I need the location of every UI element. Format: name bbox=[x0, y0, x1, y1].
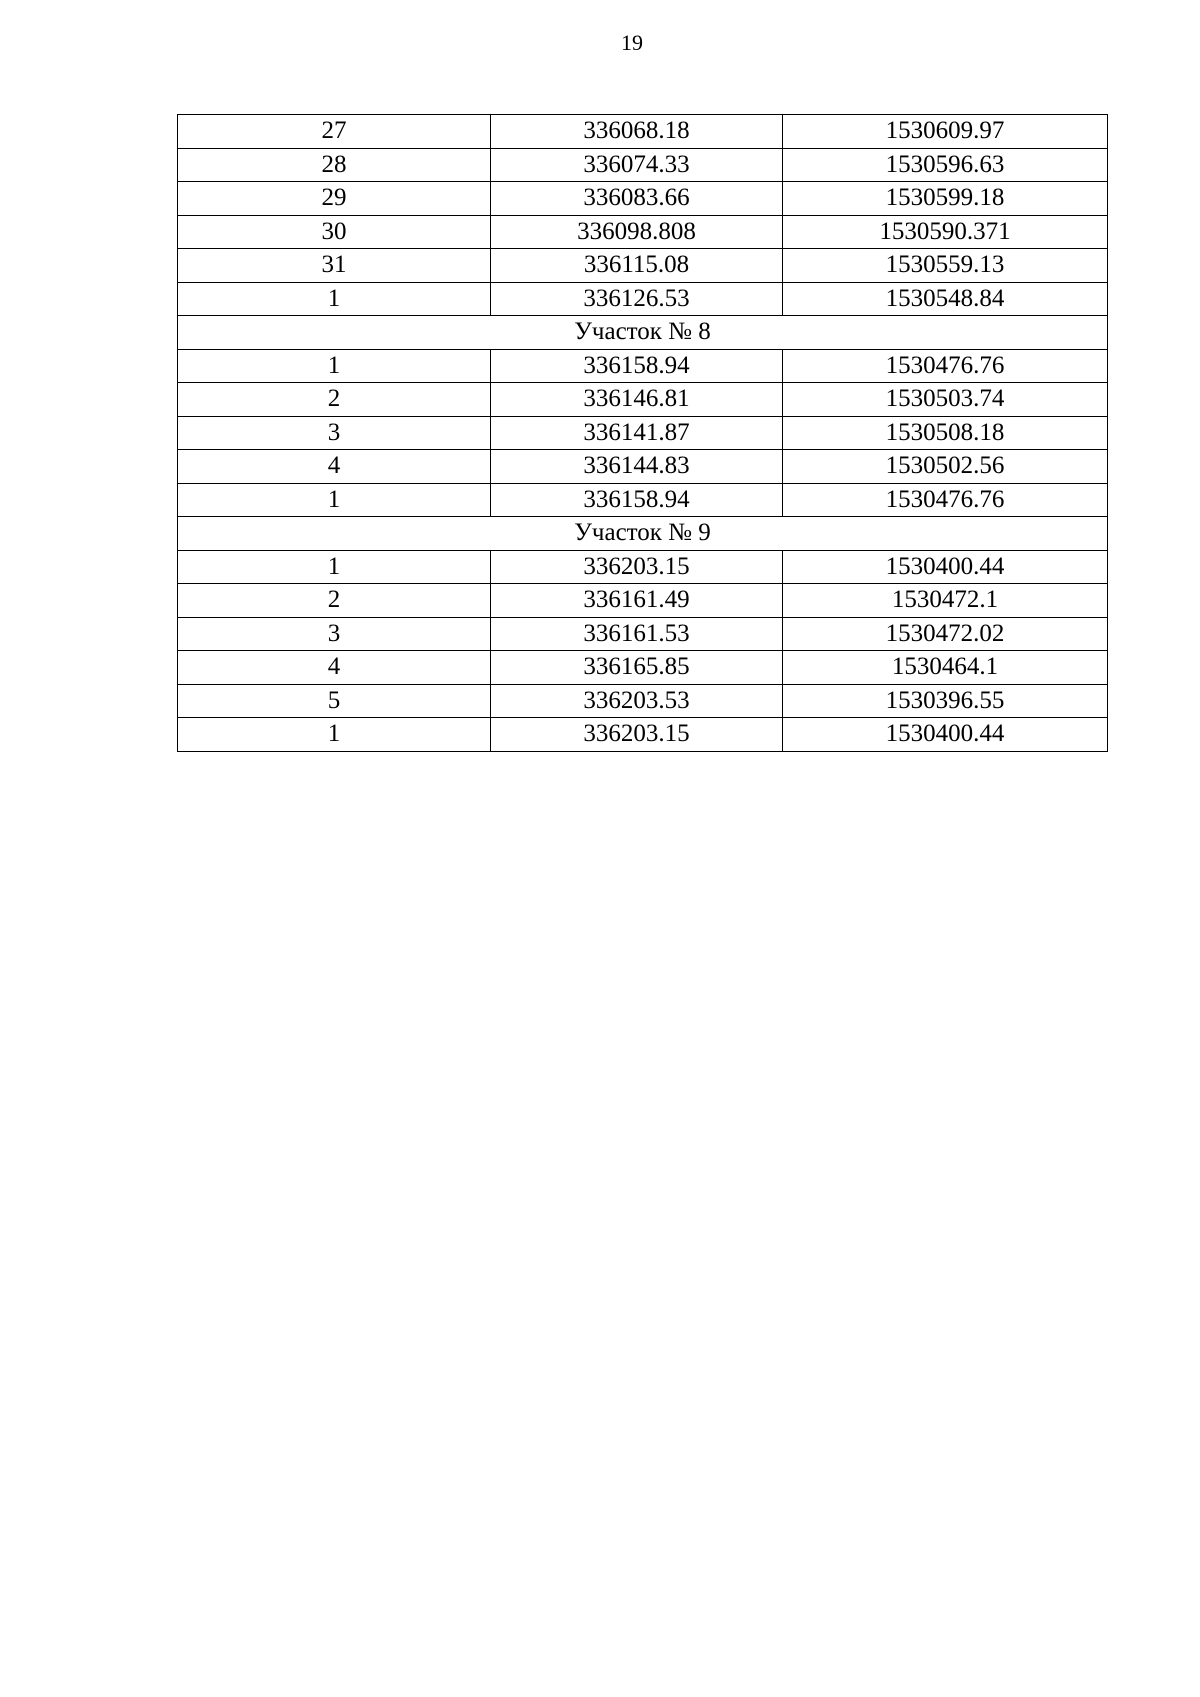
x-coordinate-cell: 336083.66 bbox=[491, 182, 783, 216]
coordinates-table bbox=[177, 114, 1108, 752]
x-coordinate-cell: 336146.81 bbox=[491, 383, 783, 417]
x-coordinate-cell: 336203.15 bbox=[491, 550, 783, 584]
table-row bbox=[178, 115, 1108, 149]
point-number-cell: 1 bbox=[178, 718, 491, 752]
table-row bbox=[178, 684, 1108, 718]
point-number-cell: 2 bbox=[178, 383, 491, 417]
point-number-cell: 29 bbox=[178, 182, 491, 216]
y-coordinate-cell: 1530396.55 bbox=[783, 684, 1108, 718]
point-number-cell: 28 bbox=[178, 148, 491, 182]
section-heading-row bbox=[178, 316, 1108, 350]
table-row bbox=[178, 383, 1108, 417]
table-row bbox=[178, 483, 1108, 517]
y-coordinate-cell: 1530502.56 bbox=[783, 450, 1108, 484]
x-coordinate-cell: 336203.53 bbox=[491, 684, 783, 718]
point-number-cell: 4 bbox=[178, 651, 491, 685]
point-number-cell: 1 bbox=[178, 349, 491, 383]
table-row bbox=[178, 148, 1108, 182]
y-coordinate-cell: 1530472.02 bbox=[783, 617, 1108, 651]
point-number-cell: 31 bbox=[178, 249, 491, 283]
y-coordinate-cell: 1530476.76 bbox=[783, 483, 1108, 517]
y-coordinate-cell: 1530548.84 bbox=[783, 282, 1108, 316]
y-coordinate-cell: 1530464.1 bbox=[783, 651, 1108, 685]
table-row bbox=[178, 282, 1108, 316]
point-number-cell: 3 bbox=[178, 416, 491, 450]
y-coordinate-cell: 1530596.63 bbox=[783, 148, 1108, 182]
table-row bbox=[178, 182, 1108, 216]
page-number: 19 bbox=[621, 30, 643, 55]
x-coordinate-cell: 336126.53 bbox=[491, 282, 783, 316]
table-row bbox=[178, 550, 1108, 584]
point-number-cell: 30 bbox=[178, 215, 491, 249]
table-row bbox=[178, 718, 1108, 752]
x-coordinate-cell: 336161.49 bbox=[491, 584, 783, 618]
section-heading: Участок № 8 bbox=[178, 316, 1108, 350]
x-coordinate-cell: 336161.53 bbox=[491, 617, 783, 651]
point-number-cell: 1 bbox=[178, 550, 491, 584]
y-coordinate-cell: 1530559.13 bbox=[783, 249, 1108, 283]
point-number-cell: 27 bbox=[178, 115, 491, 149]
table-row bbox=[178, 416, 1108, 450]
table-row bbox=[178, 584, 1108, 618]
table-row bbox=[178, 651, 1108, 685]
x-coordinate-cell: 336115.08 bbox=[491, 249, 783, 283]
y-coordinate-cell: 1530400.44 bbox=[783, 550, 1108, 584]
x-coordinate-cell: 336068.18 bbox=[491, 115, 783, 149]
x-coordinate-cell: 336165.85 bbox=[491, 651, 783, 685]
table-row bbox=[178, 215, 1108, 249]
x-coordinate-cell: 336074.33 bbox=[491, 148, 783, 182]
table-row bbox=[178, 617, 1108, 651]
x-coordinate-cell: 336141.87 bbox=[491, 416, 783, 450]
y-coordinate-cell: 1530609.97 bbox=[783, 115, 1108, 149]
section-heading-row bbox=[178, 517, 1108, 551]
point-number-cell: 4 bbox=[178, 450, 491, 484]
x-coordinate-cell: 336098.808 bbox=[491, 215, 783, 249]
point-number-cell: 1 bbox=[178, 483, 491, 517]
table-row bbox=[178, 450, 1108, 484]
y-coordinate-cell: 1530400.44 bbox=[783, 718, 1108, 752]
table-row bbox=[178, 249, 1108, 283]
y-coordinate-cell: 1530472.1 bbox=[783, 584, 1108, 618]
y-coordinate-cell: 1530508.18 bbox=[783, 416, 1108, 450]
y-coordinate-cell: 1530503.74 bbox=[783, 383, 1108, 417]
point-number-cell: 5 bbox=[178, 684, 491, 718]
y-coordinate-cell: 1530599.18 bbox=[783, 182, 1108, 216]
table-row bbox=[178, 349, 1108, 383]
section-heading: Участок № 9 bbox=[178, 517, 1108, 551]
y-coordinate-cell: 1530476.76 bbox=[783, 349, 1108, 383]
point-number-cell: 1 bbox=[178, 282, 491, 316]
x-coordinate-cell: 336158.94 bbox=[491, 483, 783, 517]
point-number-cell: 3 bbox=[178, 617, 491, 651]
x-coordinate-cell: 336144.83 bbox=[491, 450, 783, 484]
x-coordinate-cell: 336203.15 bbox=[491, 718, 783, 752]
point-number-cell: 2 bbox=[178, 584, 491, 618]
y-coordinate-cell: 1530590.371 bbox=[783, 215, 1108, 249]
x-coordinate-cell: 336158.94 bbox=[491, 349, 783, 383]
